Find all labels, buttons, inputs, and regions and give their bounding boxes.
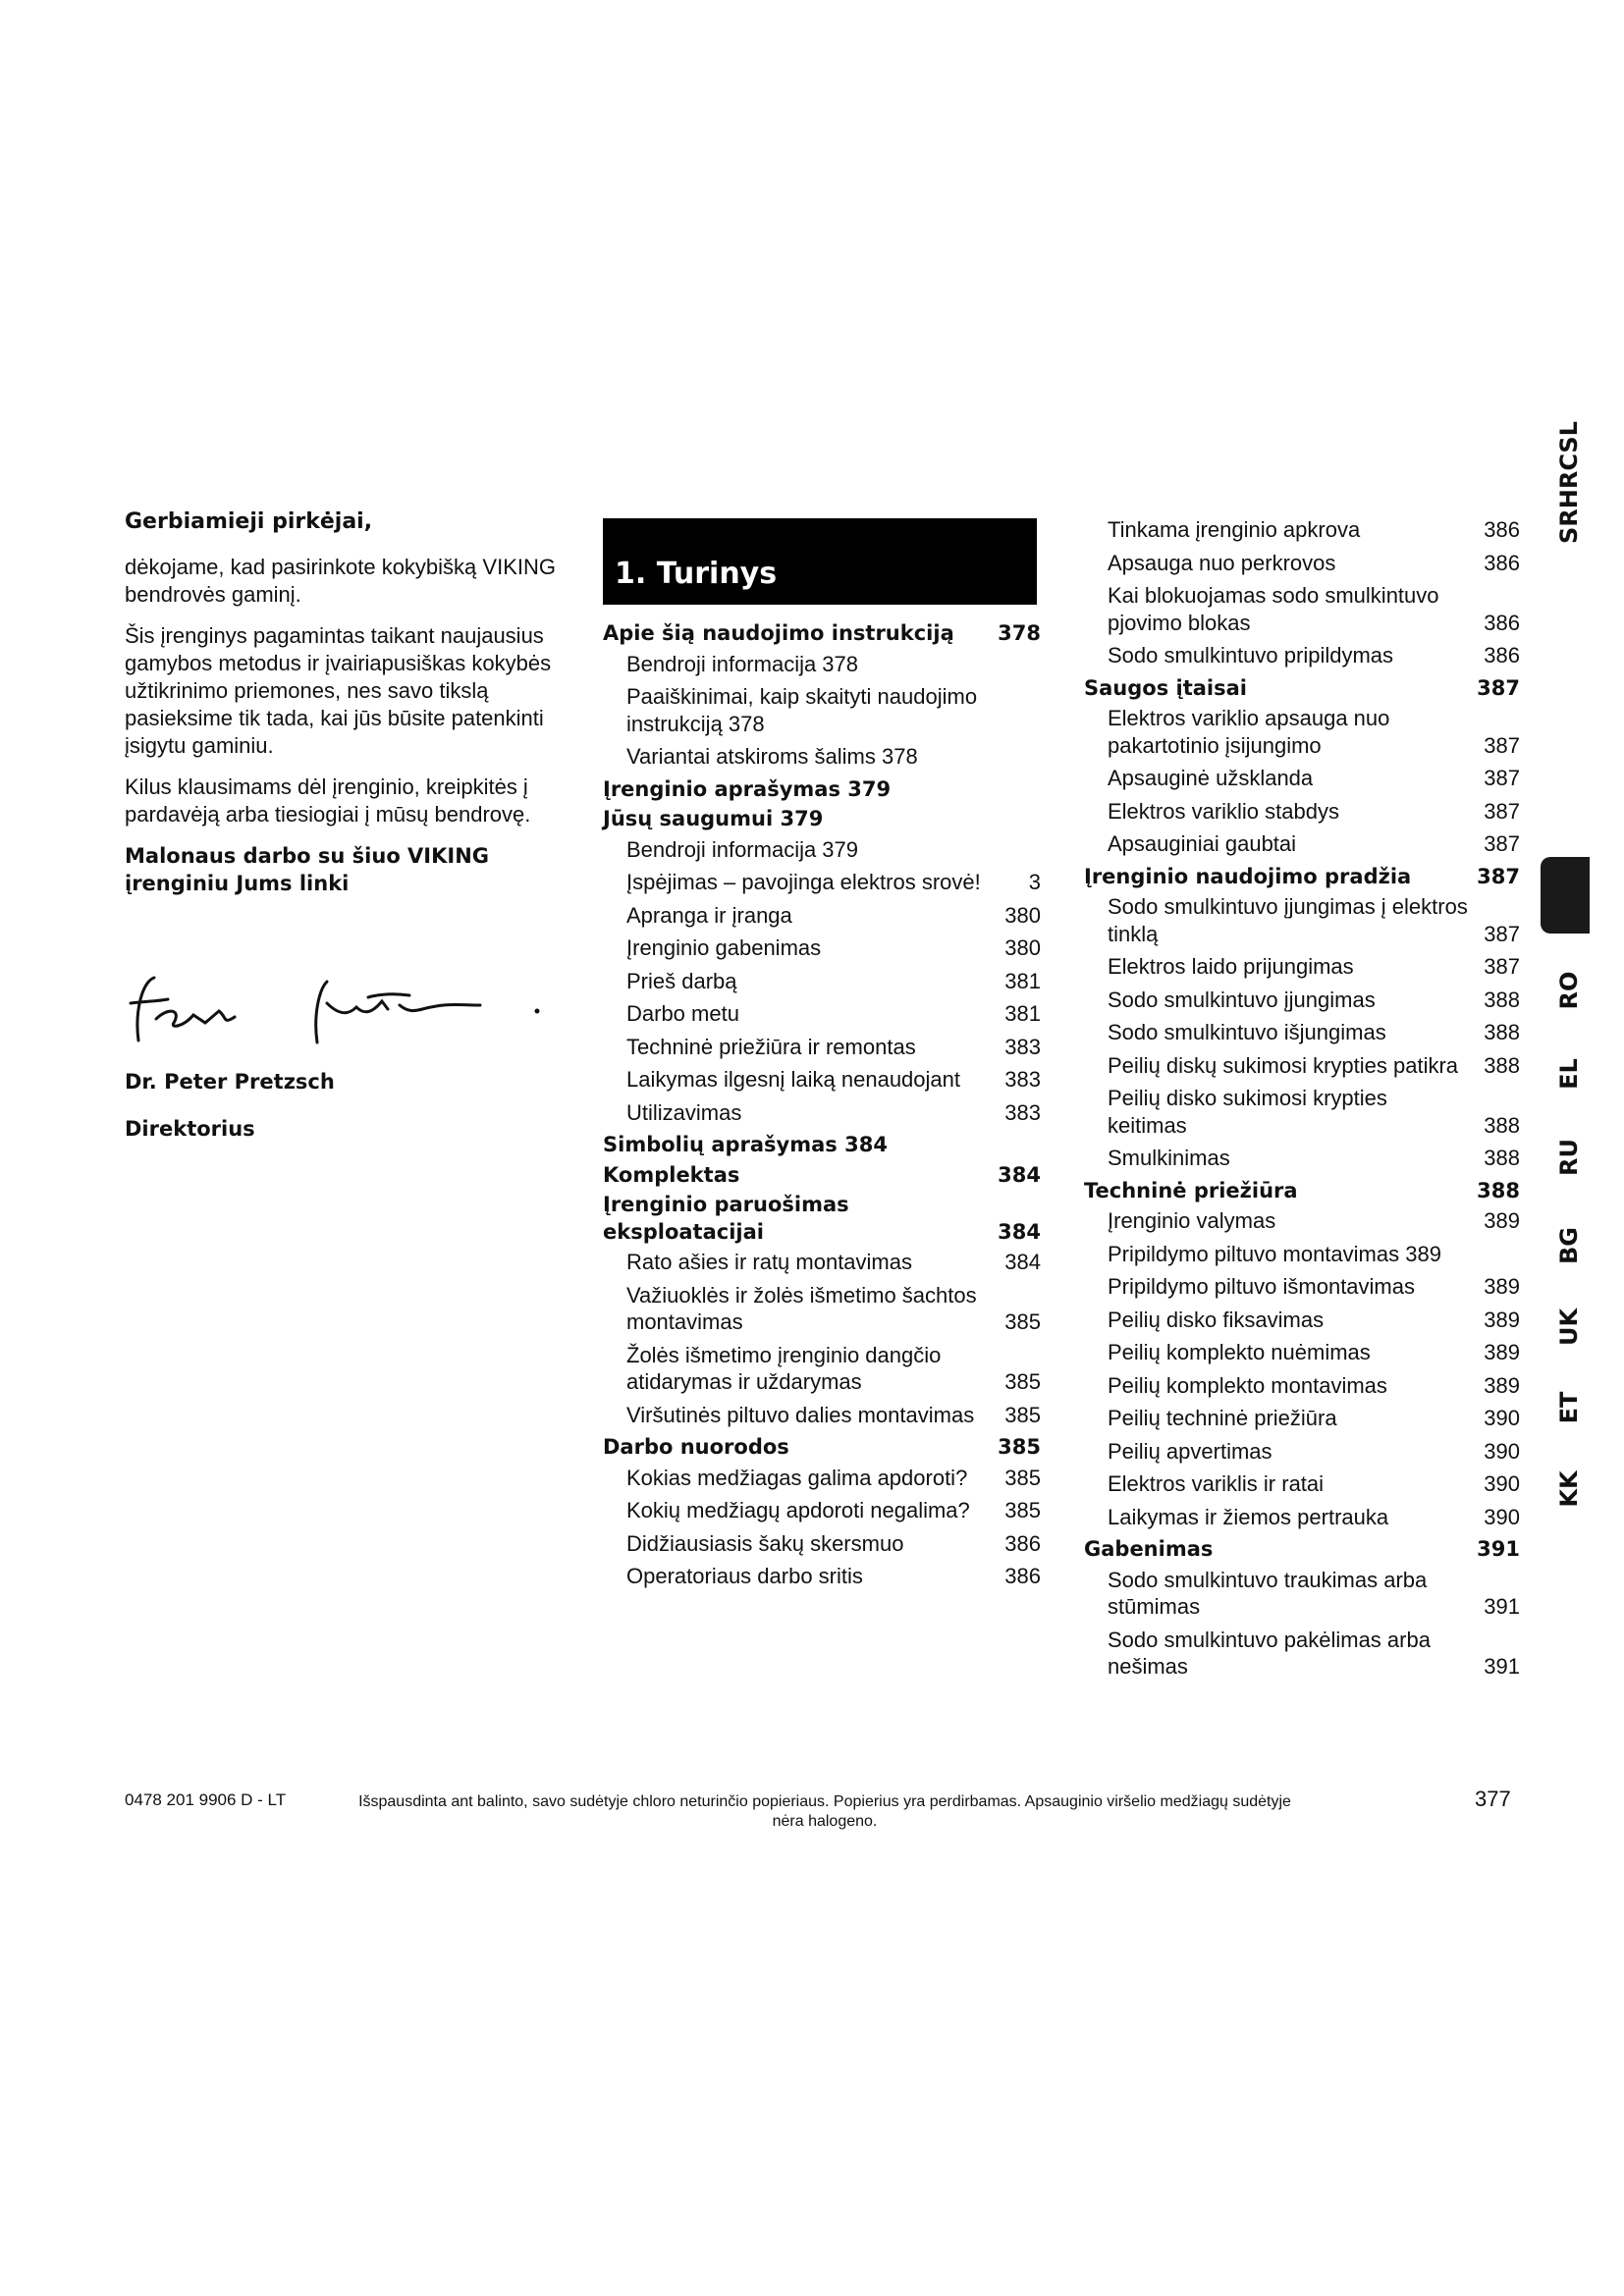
toc-entry[interactable] bbox=[603, 651, 1041, 678]
toc-entry[interactable] bbox=[1084, 1372, 1520, 1400]
toc-entry-page: 389 bbox=[1484, 1274, 1520, 1299]
toc-entry-page: 389 bbox=[1484, 1372, 1520, 1398]
letter bbox=[125, 508, 567, 911]
toc-entry[interactable] bbox=[1084, 1567, 1520, 1621]
language-tab[interactable]: RU bbox=[1555, 1139, 1583, 1176]
toc-entry[interactable] bbox=[1084, 953, 1520, 981]
toc-entry[interactable] bbox=[1084, 1019, 1520, 1046]
toc-entry-page: 3 bbox=[1028, 870, 1041, 894]
toc-entry-page: 386 bbox=[1004, 1564, 1041, 1588]
toc-entry-title: Darbo metu bbox=[626, 1001, 739, 1026]
page-number: 377 bbox=[1475, 1787, 1511, 1811]
signer-name: Dr. Peter Pretzsch bbox=[125, 1070, 335, 1094]
toc-entry-title: Techninė priežiūra bbox=[1084, 1178, 1298, 1202]
toc-entry[interactable] bbox=[603, 1000, 1041, 1028]
toc-entry[interactable] bbox=[1084, 1085, 1520, 1139]
toc-entry-page: 381 bbox=[1004, 968, 1041, 993]
language-tab[interactable]: UK bbox=[1555, 1308, 1583, 1347]
toc-entry-title: Įrenginio aprašymas 379 bbox=[603, 776, 892, 801]
toc-entry-title: Įrenginio naudojimo pradžia bbox=[1084, 864, 1412, 888]
toc-entry[interactable] bbox=[603, 743, 1041, 771]
toc-entry[interactable] bbox=[603, 902, 1041, 930]
toc-entry[interactable] bbox=[603, 1249, 1041, 1276]
toc-entry[interactable] bbox=[603, 1282, 1041, 1336]
toc-entry-title: Elektros variklis ir ratai bbox=[1108, 1471, 1325, 1496]
toc-entry[interactable] bbox=[1084, 893, 1520, 947]
toc-entry-page: 386 bbox=[1484, 517, 1520, 542]
toc-entry-title: Apie šią naudojimo instrukciją bbox=[603, 621, 954, 645]
toc-entry-page: 390 bbox=[1484, 1471, 1520, 1496]
toc-entry-title: Peilių komplekto nuėmimas bbox=[1108, 1340, 1371, 1364]
toc-entry[interactable] bbox=[1084, 1273, 1520, 1301]
toc-entry-page: 387 bbox=[1484, 921, 1520, 946]
toc-entry-title: Elektros variklio apsauga nuo pakartotinio įsijungimo bbox=[1108, 706, 1390, 758]
signature-image bbox=[125, 972, 557, 1050]
language-tab[interactable]: BG bbox=[1555, 1227, 1583, 1264]
toc-entry-page: 385 bbox=[1004, 1369, 1041, 1394]
toc-entry[interactable] bbox=[1084, 1438, 1520, 1466]
toc-section[interactable] bbox=[1084, 1178, 1520, 1205]
signer-title: Direktorius bbox=[125, 1117, 255, 1141]
toc-entry-page: 386 bbox=[1484, 610, 1520, 635]
toc-entry[interactable] bbox=[1084, 830, 1520, 858]
toc-entry[interactable] bbox=[603, 1342, 1041, 1396]
toc-heading-box bbox=[603, 518, 1037, 605]
toc-entry-page: 383 bbox=[1004, 1099, 1041, 1125]
toc-entry-title: Laikymas ilgesnį laiką nenaudojant bbox=[626, 1067, 960, 1092]
toc-entry[interactable] bbox=[1084, 1207, 1520, 1235]
paper-note: Išspausdinta ant balinto, savo sudėtyje chloro neturinčio popieriaus. Popierius yra perdirbamas. Apsauginio viršelio medžiagų sudėtyje nėra halogeno. bbox=[358, 1793, 1291, 1830]
language-tab[interactable]: ET bbox=[1555, 1391, 1583, 1424]
toc-entry-title: Rato ašies ir ratų montavimas bbox=[626, 1250, 912, 1274]
toc-section[interactable] bbox=[1084, 864, 1520, 891]
toc-entry-title: Saugos įtaisai bbox=[1084, 675, 1247, 700]
toc-entry-title: Kokias medžiagas galima apdoroti? bbox=[626, 1465, 968, 1490]
toc-entry[interactable] bbox=[1084, 1145, 1520, 1172]
toc-entry[interactable] bbox=[1084, 1627, 1520, 1681]
toc-entry[interactable] bbox=[603, 1465, 1041, 1492]
toc-entry-page: 387 bbox=[1477, 864, 1520, 888]
toc-entry-page: 391 bbox=[1477, 1537, 1520, 1561]
toc-heading: 1. Turinys bbox=[615, 557, 778, 591]
toc-entry-title: Apsauginiai gaubtai bbox=[1108, 831, 1297, 856]
toc-section[interactable] bbox=[603, 1162, 1041, 1190]
toc-entry-page: 385 bbox=[998, 1435, 1041, 1459]
toc-entry-title: Variantai atskiroms šalims 378 bbox=[626, 744, 918, 769]
toc-entry-page: 389 bbox=[1484, 1340, 1520, 1364]
toc-entry-page: 386 bbox=[1484, 550, 1520, 575]
toc-entry-title: Techninė priežiūra ir remontas bbox=[626, 1034, 916, 1059]
toc-entry-title: Sodo smulkintuvo pripildymas bbox=[1108, 643, 1394, 667]
toc-entry-title: Pripildymo piltuvo išmontavimas bbox=[1108, 1274, 1415, 1299]
toc-entry-page: 387 bbox=[1484, 954, 1520, 979]
toc-entry-page: 378 bbox=[998, 621, 1041, 645]
toc-entry-page: 387 bbox=[1484, 798, 1520, 824]
toc-entry-title: Viršutinės piltuvo dalies montavimas bbox=[626, 1402, 975, 1427]
toc-entry-page: 388 bbox=[1484, 1112, 1520, 1138]
toc-entry-title: Įrenginio paruošimas eksploatacijai bbox=[603, 1193, 849, 1244]
toc-entry[interactable] bbox=[603, 934, 1041, 962]
toc-entry-title: Pripildymo piltuvo montavimas 389 bbox=[1108, 1241, 1441, 1266]
toc-entry-page: 387 bbox=[1484, 732, 1520, 758]
toc-entry-page: 387 bbox=[1484, 831, 1520, 856]
toc-entry-title: Kai blokuojamas sodo smulkintuvo pjovimo blokas bbox=[1108, 583, 1439, 635]
toc-entry-page: 386 bbox=[1004, 1530, 1041, 1556]
toc-entry-title: Elektros variklio stabdys bbox=[1108, 798, 1339, 824]
toc-entry-page: 391 bbox=[1484, 1594, 1520, 1619]
toc-entry-title: Sodo smulkintuvo traukimas arba stūmimas bbox=[1108, 1567, 1428, 1619]
toc-entry-page: 391 bbox=[1484, 1654, 1520, 1679]
toc-entry-page: 383 bbox=[1004, 1034, 1041, 1059]
toc-entry-page: 385 bbox=[1004, 1465, 1041, 1490]
toc-entry-page: 388 bbox=[1484, 1146, 1520, 1170]
toc-entry-title: Prieš darbą bbox=[626, 968, 737, 993]
toc-entry[interactable] bbox=[603, 869, 1041, 896]
toc-entry-title: Žolės išmetimo įrenginio dangčio atidarymas ir uždarymas bbox=[626, 1342, 942, 1394]
language-tab[interactable]: SRHRCSL bbox=[1555, 421, 1583, 544]
toc-entry-title: Apsauga nuo perkrovos bbox=[1108, 550, 1336, 575]
toc-entry[interactable] bbox=[1084, 642, 1520, 669]
toc-entry[interactable] bbox=[1084, 1405, 1520, 1432]
toc-entry[interactable] bbox=[603, 1034, 1041, 1061]
toc-entry[interactable] bbox=[1084, 765, 1520, 792]
toc-entry-title: Peilių disko sukimosi krypties keitimas bbox=[1108, 1086, 1387, 1138]
toc-entry[interactable] bbox=[1084, 1241, 1520, 1268]
toc-column-3 bbox=[1084, 516, 1520, 1686]
language-tab[interactable]: EL bbox=[1555, 1058, 1583, 1090]
language-tab[interactable]: RO bbox=[1555, 971, 1583, 1010]
toc-entry-page: 384 bbox=[1004, 1250, 1041, 1274]
letter-paragraph: Kilus klausimams dėl įrenginio, kreipkitės į pardavėją arba tiesiogiai į mūsų bendrovę. bbox=[125, 774, 531, 827]
toc-entry[interactable] bbox=[603, 1497, 1041, 1524]
toc-entry[interactable] bbox=[603, 1099, 1041, 1127]
toc-entry-title: Įrenginio gabenimas bbox=[626, 935, 822, 960]
toc-entry[interactable] bbox=[603, 836, 1041, 864]
toc-section[interactable] bbox=[603, 806, 1041, 833]
toc-entry-page: 380 bbox=[1004, 902, 1041, 928]
toc-section[interactable] bbox=[603, 1192, 1041, 1246]
toc-entry-page: 389 bbox=[1484, 1208, 1520, 1233]
toc-entry-page: 381 bbox=[1004, 1001, 1041, 1026]
toc-entry-title: Gabenimas bbox=[1084, 1537, 1214, 1561]
toc-entry[interactable] bbox=[1084, 1470, 1520, 1498]
toc-section[interactable] bbox=[603, 620, 1041, 648]
toc-entry-title: Bendroji informacija 379 bbox=[626, 836, 859, 862]
toc-entry-page: 385 bbox=[1004, 1402, 1041, 1427]
toc-entry[interactable] bbox=[603, 1563, 1041, 1590]
toc-entry[interactable] bbox=[1084, 705, 1520, 759]
toc-entry-title: Peilių techninė priežiūra bbox=[1108, 1406, 1337, 1430]
letter-closing: Malonaus darbo su šiuo VIKING įrenginiu Jums linki bbox=[125, 844, 490, 895]
toc-entry-page: 389 bbox=[1484, 1307, 1520, 1332]
toc-entry-page: 390 bbox=[1484, 1504, 1520, 1529]
toc-entry-title: Didžiausiasis šakų skersmuo bbox=[626, 1530, 904, 1556]
toc-entry-title: Apsauginė užsklanda bbox=[1108, 766, 1314, 790]
toc-section[interactable] bbox=[603, 1132, 1041, 1159]
toc-entry-page: 384 bbox=[998, 1219, 1041, 1244]
toc-section[interactable] bbox=[603, 1434, 1041, 1462]
toc-entry[interactable] bbox=[1084, 1339, 1520, 1366]
toc-entry-page: 387 bbox=[1484, 766, 1520, 790]
toc-entry[interactable] bbox=[1084, 516, 1520, 544]
toc-entry-page: 385 bbox=[1004, 1309, 1041, 1334]
toc-entry-title: Darbo nuorodos bbox=[603, 1435, 789, 1459]
toc-entry-title: Smulkinimas bbox=[1108, 1146, 1230, 1170]
letter-greeting: Gerbiamieji pirkėjai, bbox=[125, 509, 373, 534]
toc-entry-title: Peilių diskų sukimosi krypties patikra bbox=[1108, 1052, 1459, 1078]
toc-entry[interactable] bbox=[1084, 1052, 1520, 1080]
toc-entry[interactable] bbox=[603, 1402, 1041, 1429]
toc-entry-title: Peilių disko fiksavimas bbox=[1108, 1307, 1325, 1332]
toc-entry-title: Bendroji informacija 378 bbox=[626, 651, 859, 676]
toc-entry-page: 388 bbox=[1484, 1020, 1520, 1044]
toc-entry-title: Operatoriaus darbo sritis bbox=[626, 1564, 863, 1588]
toc-entry-title: Laikymas ir žiemos pertrauka bbox=[1108, 1504, 1389, 1529]
active-language-tab[interactable] bbox=[1541, 857, 1590, 934]
toc-entry[interactable] bbox=[1084, 582, 1520, 636]
toc-entry-page: 388 bbox=[1484, 1052, 1520, 1078]
toc-entry[interactable] bbox=[1084, 550, 1520, 577]
document-code: 0478 201 9906 D - LT bbox=[125, 1790, 287, 1809]
toc-entry-title: Paaiškinimai, kaip skaityti naudojimo instrukciją 378 bbox=[626, 684, 978, 736]
toc-entry-title: Tinkama įrenginio apkrova bbox=[1108, 517, 1361, 542]
toc-entry-page: 390 bbox=[1484, 1406, 1520, 1430]
toc-entry-title: Komplektas bbox=[603, 1162, 740, 1187]
toc-entry-title: Peilių komplekto montavimas bbox=[1108, 1372, 1387, 1398]
toc-entry-page: 383 bbox=[1004, 1067, 1041, 1092]
toc-entry-page: 388 bbox=[1477, 1178, 1520, 1202]
toc-entry[interactable] bbox=[1084, 987, 1520, 1014]
toc-entry-title: Sodo smulkintuvo pakėlimas arba nešimas bbox=[1108, 1627, 1431, 1679]
toc-entry-page: 385 bbox=[1004, 1498, 1041, 1522]
toc-entry[interactable] bbox=[1084, 1504, 1520, 1531]
toc-entry-page: 386 bbox=[1484, 643, 1520, 667]
toc-entry-title: Važiuoklės ir žolės išmetimo šachtos montavimas bbox=[626, 1282, 977, 1334]
toc-section[interactable] bbox=[603, 776, 1041, 804]
toc-entry-title: Simbolių aprašymas 384 bbox=[603, 1133, 888, 1156]
toc-entry[interactable] bbox=[603, 1530, 1041, 1558]
toc-entry[interactable] bbox=[603, 683, 1041, 737]
toc-entry-title: Įrenginio valymas bbox=[1108, 1208, 1276, 1233]
toc-section[interactable] bbox=[1084, 675, 1520, 703]
toc-entry-title: Jūsų saugumui 379 bbox=[603, 807, 824, 830]
toc-entry-page: 388 bbox=[1484, 987, 1520, 1012]
toc-entry-title: Sodo smulkintuvo išjungimas bbox=[1108, 1020, 1386, 1044]
toc-column-2 bbox=[603, 620, 1041, 1596]
letter-paragraph: dėkojame, kad pasirinkote kokybišką VIKING bendrovės gaminį. bbox=[125, 555, 556, 607]
toc-entry[interactable] bbox=[1084, 798, 1520, 826]
toc-entry-title: Elektros laido prijungimas bbox=[1108, 954, 1354, 979]
toc-entry-page: 387 bbox=[1477, 675, 1520, 700]
toc-entry-title: Kokių medžiagų apdoroti negalima? bbox=[626, 1498, 970, 1522]
letter-paragraph: Šis įrenginys pagamintas taikant naujausius gamybos metodus ir įvairiapusiškas kokybės užtikrinimo priemones, nes savo tikslą pasieksime tik tada, kai jūs būsite patenkinti įsigytu gaminiu. bbox=[125, 623, 552, 758]
toc-entry-page: 380 bbox=[1004, 935, 1041, 960]
toc-entry[interactable] bbox=[603, 1066, 1041, 1094]
toc-entry[interactable] bbox=[603, 968, 1041, 995]
toc-entry-page: 390 bbox=[1484, 1438, 1520, 1464]
toc-section[interactable] bbox=[1084, 1536, 1520, 1564]
toc-entry[interactable] bbox=[1084, 1307, 1520, 1334]
toc-entry-title: Sodo smulkintuvo įjungimas bbox=[1108, 987, 1376, 1012]
toc-entry-title: Sodo smulkintuvo įjungimas į elektros tinklą bbox=[1108, 894, 1468, 946]
toc-entry-title: Peilių apvertimas bbox=[1108, 1438, 1272, 1464]
toc-entry-page: 384 bbox=[998, 1162, 1041, 1187]
language-tab[interactable]: KK bbox=[1555, 1470, 1583, 1508]
toc-entry-title: Utilizavimas bbox=[626, 1099, 742, 1125]
toc-entry-title: Įspėjimas – pavojinga elektros srovė! bbox=[626, 870, 981, 894]
toc-entry-title: Apranga ir įranga bbox=[626, 902, 792, 928]
